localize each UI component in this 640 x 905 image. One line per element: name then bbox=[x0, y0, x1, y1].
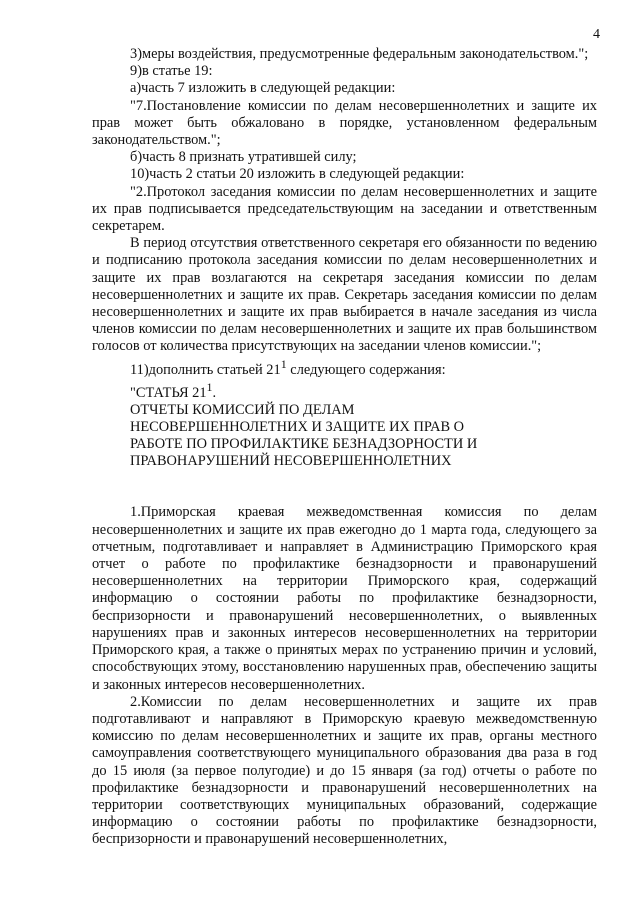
paragraph: б)часть 8 признать утратившей силу; bbox=[130, 149, 357, 166]
document-body bbox=[92, 46, 597, 849]
paragraph: а)часть 7 изложить в следующей редакции: bbox=[130, 80, 396, 97]
article-title-line: ПРАВОНАРУШЕНИЙ НЕСОВЕРШЕННОЛЕТНИХ bbox=[130, 453, 452, 470]
paragraph: 3)меры воздействия, предусмотренные федеральным законодательством."; bbox=[130, 46, 589, 62]
page-number: 4 bbox=[593, 27, 600, 42]
spacer bbox=[92, 487, 597, 504]
paragraph: 9)в статье 19: bbox=[130, 63, 213, 80]
article-number: "СТАТЬЯ $21^1$. bbox=[130, 379, 217, 401]
superscript: 1 bbox=[280, 356, 287, 371]
article-title-line: НЕСОВЕРШЕННОЛЕТНИХ И ЗАЩИТЕ ИХ ПРАВ О bbox=[130, 418, 465, 435]
spacer bbox=[92, 470, 597, 487]
paragraph: 1.Приморская краевая межведомственная комиссия по делам несовершеннолетних и защите их прав ежегодно до 1 марта года, следующего за отчетным, подготавливает и направляет в Администрацию Приморского края отчет о работе по профилактике безнадзорности и правонарушений несовершеннолетних на территории Приморского края, содержащий информацию о состоянии работы по профилактике безнадзорности, беспризорности и правонарушений несовершеннолетних, о выявленных нарушениях прав и законных интересов несовершеннолетних на территории Приморского края, а также о принятых мерах по устранению причин и условий, способствующих этому, восстановлению нарушенных прав, обеспечению защиты и законных интересов несовершеннолетних. bbox=[92, 504, 597, 693]
article-title-line: РАБОТЕ ПО ПРОФИЛАКТИКЕ БЕЗНАДЗОРНОСТИ И bbox=[130, 436, 478, 453]
paragraph: В период отсутствия ответственного секретаря его обязанности по ведению и подписанию протокола заседания комиссии по делам несовершеннолетних и защите их прав возлагаются на секретаря заседания комиссии по делам несовершеннолетних и защите их прав. Секретарь заседания комиссии по делам несовершеннолетних и защите их прав выбирается в начале заседания из числа членов комиссии по делам несовершеннолетних и защите их прав большинством голосов от количества присутствующих на заседании членов комиссии."; bbox=[92, 235, 597, 355]
article-heading bbox=[92, 379, 597, 471]
article-title bbox=[130, 402, 494, 471]
paragraph: "7.Постановление комиссии по делам несовершеннолетних и защите их прав может быть обжаловано в порядке, установленном федеральным законодательством."; bbox=[92, 97, 597, 149]
paragraph: 2.Комиссии по делам несовершеннолетних и защите их прав подготавливают и направляют в Приморскую краевую межведомственную комиссию по делам несовершеннолетних и защите их прав, органы местного самоуправления соответствующего муниципального образования два раза в год до 15 июля (за первое полугодие) и до 15 января (за год) отчеты о работе по профилактике безнадзорности и правонарушений несовершеннолетних на территории соответствующих муниципальных образований, содержащие информацию о состоянии работы по профилактике безнадзорности, беспризорности и правонарушений несовершеннолетних, bbox=[92, 693, 597, 848]
article-title-line: ОТЧЕТЫ КОМИССИЙ ПО ДЕЛАМ bbox=[130, 401, 355, 418]
paragraph: "2.Протокол заседания комиссии по делам несовершеннолетних и защите их прав подписывается председательствующим на заседании и ответственным секретарем. bbox=[92, 183, 597, 235]
supplement-text: 11)дополнить статьей 21 bbox=[130, 361, 281, 378]
paragraph: 10)часть 2 статьи 20 изложить в следующей редакции: bbox=[130, 166, 465, 183]
supplement-line bbox=[92, 356, 597, 379]
supplement-text-end: следующего содержания: bbox=[286, 361, 446, 378]
